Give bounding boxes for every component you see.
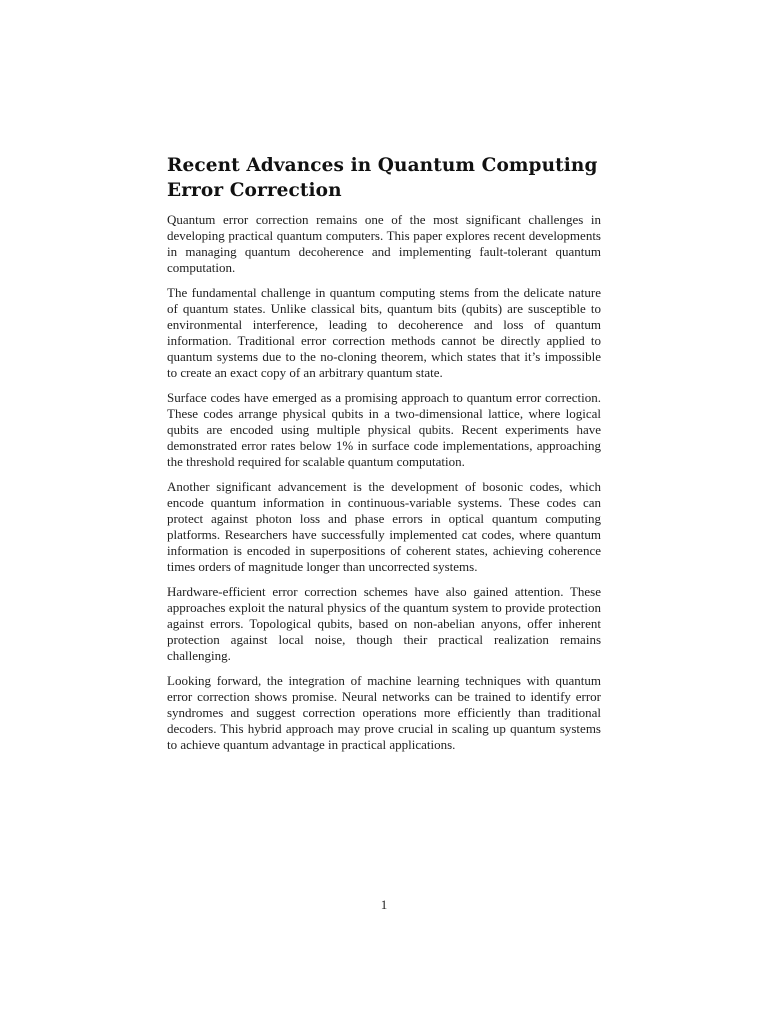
page-number: 1: [380, 897, 388, 912]
paper-title: Recent Advances in Quantum Computing Error Correction: [167, 155, 598, 201]
paragraph-introduction: Quantum error correction remains one of the most significant challenges in developing practical quantum computers. This paper explores recent developments in managing quantum decoherence and implementing fault-tolerant quantum computation.: [167, 212, 601, 276]
paragraph-bosonic-codes: Another significant advancement is the development of bosonic codes, which encode quantum information in continuous-variable systems. These codes can protect against photon loss and phase errors in optical quantum computing platforms. Researchers have successfully implemented cat codes, where quantum information is encoded in superpositions of coherent states, achieving coherence times orders of magnitude longer than uncorrected systems.: [167, 478, 601, 575]
paragraph-fundamental-challenge: The fundamental challenge in quantum computing stems from the delicate nature of quantum states. Unlike classical bits, quantum bits (qubits) are susceptible to environmental interference, leading to decoherence and loss of quantum information. Traditional error correction methods cannot be directly applied to quantum systems due to the no-cloning theorem, which states that it’s impossible to create an exact copy of an arbitrary quantum state.: [167, 284, 601, 381]
paper-body: [167, 212, 601, 762]
paragraph-hardware-efficient: Hardware-efficient error correction schemes have also gained attention. These approaches exploit the natural physics of the quantum system to provide protection against errors. Topological qubits, based on non-abelian anyons, offer inherent protection against local noise, though their practical realization remains challenging.: [167, 583, 601, 664]
paragraph-machine-learning: Looking forward, the integration of machine learning techniques with quantum error correction shows promise. Neural networks can be trained to identify error syndromes and suggest correction operations more efficiently than traditional decoders. This hybrid approach may prove crucial in scaling up quantum systems to achieve quantum advantage in practical applications.: [167, 672, 601, 753]
paragraph-surface-codes: Surface codes have emerged as a promising approach to quantum error correction. These codes arrange physical qubits in a two-dimensional lattice, where logical qubits are encoded using multiple physical qubits. Recent experiments have demonstrated error rates below 1% in surface code implementations, approaching the threshold required for scalable quantum computation.: [167, 389, 601, 470]
